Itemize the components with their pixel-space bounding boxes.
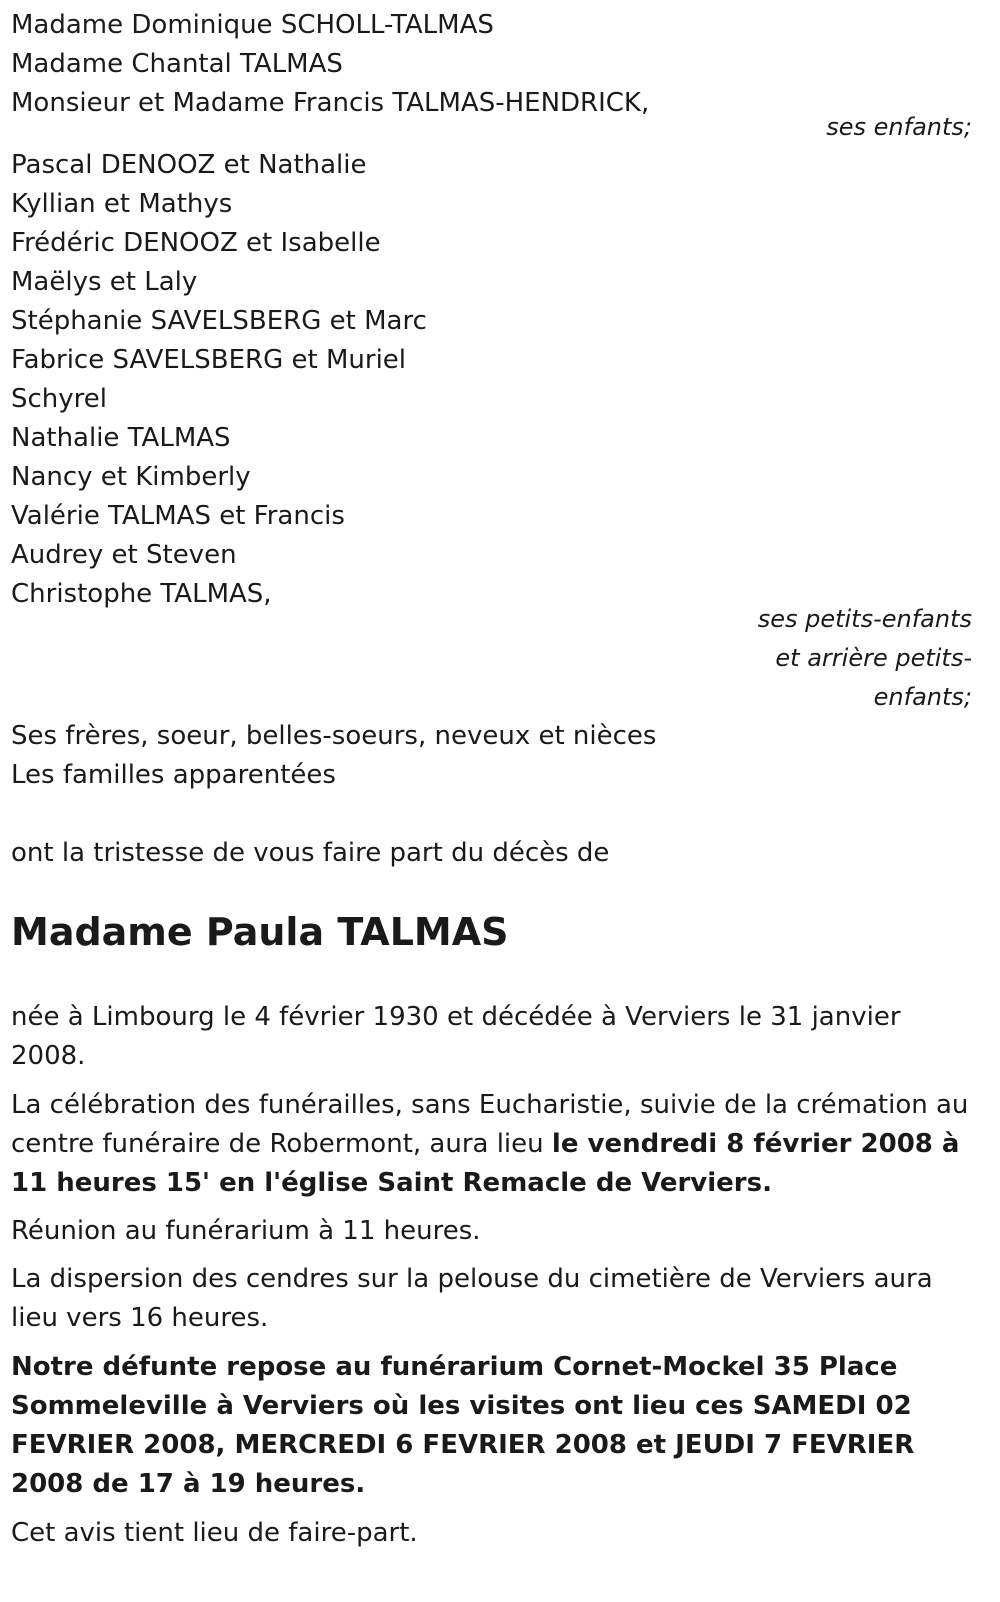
grandchildren-list <box>11 146 972 614</box>
grandchild-name: Christophe TALMAS, <box>11 579 272 609</box>
reunion-info: Réunion au funérarium à 11 heures. <box>11 1216 481 1246</box>
grandchild-name: Kyllian et Mathys <box>11 189 233 219</box>
child-name: Madame Chantal TALMAS <box>11 49 343 79</box>
grandchild-name: Nathalie TALMAS <box>11 423 231 453</box>
children-role <box>826 108 972 147</box>
announcement-text: ont la tristesse de vous faire part du décès de <box>11 838 610 868</box>
birth-death-info: née à Limbourg le 4 février 1930 et décédée à Verviers le 31 janvier 2008. <box>11 1002 901 1071</box>
grandchild-name: Audrey et Steven <box>11 540 237 570</box>
grandchild-name: Stéphanie SAVELSBERG et Marc <box>11 306 427 336</box>
children-role-label: ses enfants; <box>826 113 972 141</box>
grandchildren-role-line: et arrière petits- <box>775 644 972 672</box>
visits-info: Notre défunte repose au funérarium Cornet-Mockel 35 Place Sommeleville à Verviers où les visites ont lieu ces SAMEDI 02 FEVRIER 2008, MERCREDI 6 FEVRIER 2008 et JEUDI 7 FEVRIER 2008 de 17 à 19 heures. <box>11 1352 915 1499</box>
grandchild-name: Schyrel <box>11 384 108 414</box>
announcement <box>11 834 972 873</box>
relatives-list <box>11 717 972 795</box>
children-list <box>11 6 972 123</box>
ceremony-intro: La célébration des funérailles, sans Eucharistie, suivie de la crémation au centre funéraire de Robermont, aura lieu <box>11 1090 969 1159</box>
deceased-name: Madame Paula TALMAS <box>11 910 509 954</box>
grandchildren-role-line: ses petits-enfants <box>757 605 972 633</box>
child-name: Monsieur et Madame Francis TALMAS-HENDRICK, <box>11 88 650 118</box>
relatives-line: Les familles apparentées <box>11 760 336 790</box>
grandchild-name: Maëlys et Laly <box>11 267 198 297</box>
ashes-info: La dispersion des cendres sur la pelouse du cimetière de Verviers aura lieu vers 16 heures. <box>11 1264 933 1333</box>
grandchild-name: Pascal DENOOZ et Nathalie <box>11 150 367 180</box>
closing-note: Cet avis tient lieu de faire-part. <box>11 1518 418 1548</box>
grandchild-name: Valérie TALMAS et Francis <box>11 501 345 531</box>
ceremony-details: le vendredi 8 février 2008 à 11 heures 15' en l'église Saint Remacle de Verviers. <box>11 1129 960 1198</box>
grandchildren-role-line: enfants; <box>873 683 972 711</box>
ceremony-info <box>11 1086 972 1203</box>
grandchild-name: Frédéric DENOOZ et Isabelle <box>11 228 381 258</box>
child-name: Madame Dominique SCHOLL-TALMAS <box>11 10 494 40</box>
grandchild-name: Nancy et Kimberly <box>11 462 251 492</box>
grandchild-name: Fabrice SAVELSBERG et Muriel <box>11 345 407 375</box>
relatives-line: Ses frères, soeur, belles-soeurs, neveux et nièces <box>11 721 657 751</box>
grandchildren-role <box>758 600 972 717</box>
